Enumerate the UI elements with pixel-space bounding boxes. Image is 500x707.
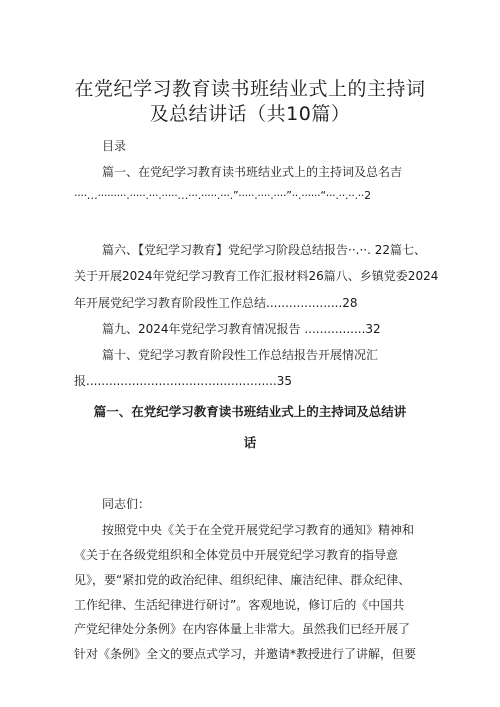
toc-entry[interactable]: 篇九、2024年党纪学习教育情况报告 ................32: [102, 322, 381, 336]
toc-leader-line: ····…·········.·····.···.·····…···.·····.···.”·····.····.····”··.······“···.··.··.··2: [74, 189, 371, 202]
section-title-line-2: 话: [243, 435, 257, 450]
body-line: 见》，要“紧扣党的政治纪律、组织纪律、廉洁纪律、群众纪律、: [74, 573, 411, 587]
toc-entry[interactable]: 篇一、在党纪学习教育读书班结业式上的主持词及总名吉: [102, 165, 403, 179]
toc-entry[interactable]: 年开展党纪学习教育阶段性工作总结....................28: [74, 296, 358, 310]
toc-heading: 目录: [102, 139, 127, 153]
toc-entry[interactable]: 报..................................................35: [74, 374, 292, 388]
body-line: 《关于在各级党组织和全体党员中开展党纪学习教育的指导意: [74, 548, 399, 562]
toc-entry[interactable]: 篇六、【党纪学习教育】党纪学习阶段总结报告··.··. 22篇七、: [102, 243, 426, 257]
document-title-line-2: 及总结讲话（共10篇）: [149, 103, 351, 125]
body-line: 工作纪律、生活纪律进行研讨”。客观地说，修订后的《中国共: [74, 598, 405, 612]
toc-entry[interactable]: 关于开展2024年党纪学习教育工作汇报材料26篇八、乡镇党委2024: [74, 269, 439, 283]
document-title-line-1: 在党纪学习教育读书班结业式上的主持词: [74, 78, 426, 100]
body-line: 按照党中央《关于在全党开展党纪学习教育的通知》精神和: [102, 523, 415, 537]
toc-entry[interactable]: 篇十、党纪学习教育阶段性工作总结报告开展情况汇: [102, 348, 379, 362]
body-line: 针对《条例》全文的要点式学习，并邀请*教授进行了讲解，但要: [74, 647, 417, 661]
salutation: 同志们：: [102, 497, 151, 511]
section-title-line-1: 篇一、在党纪学习教育读书班结业式上的主持词及总结讲: [93, 404, 407, 419]
body-line: 产党纪律处分条例》在内容体量上非常大。虽然我们已经开展了: [74, 622, 411, 636]
